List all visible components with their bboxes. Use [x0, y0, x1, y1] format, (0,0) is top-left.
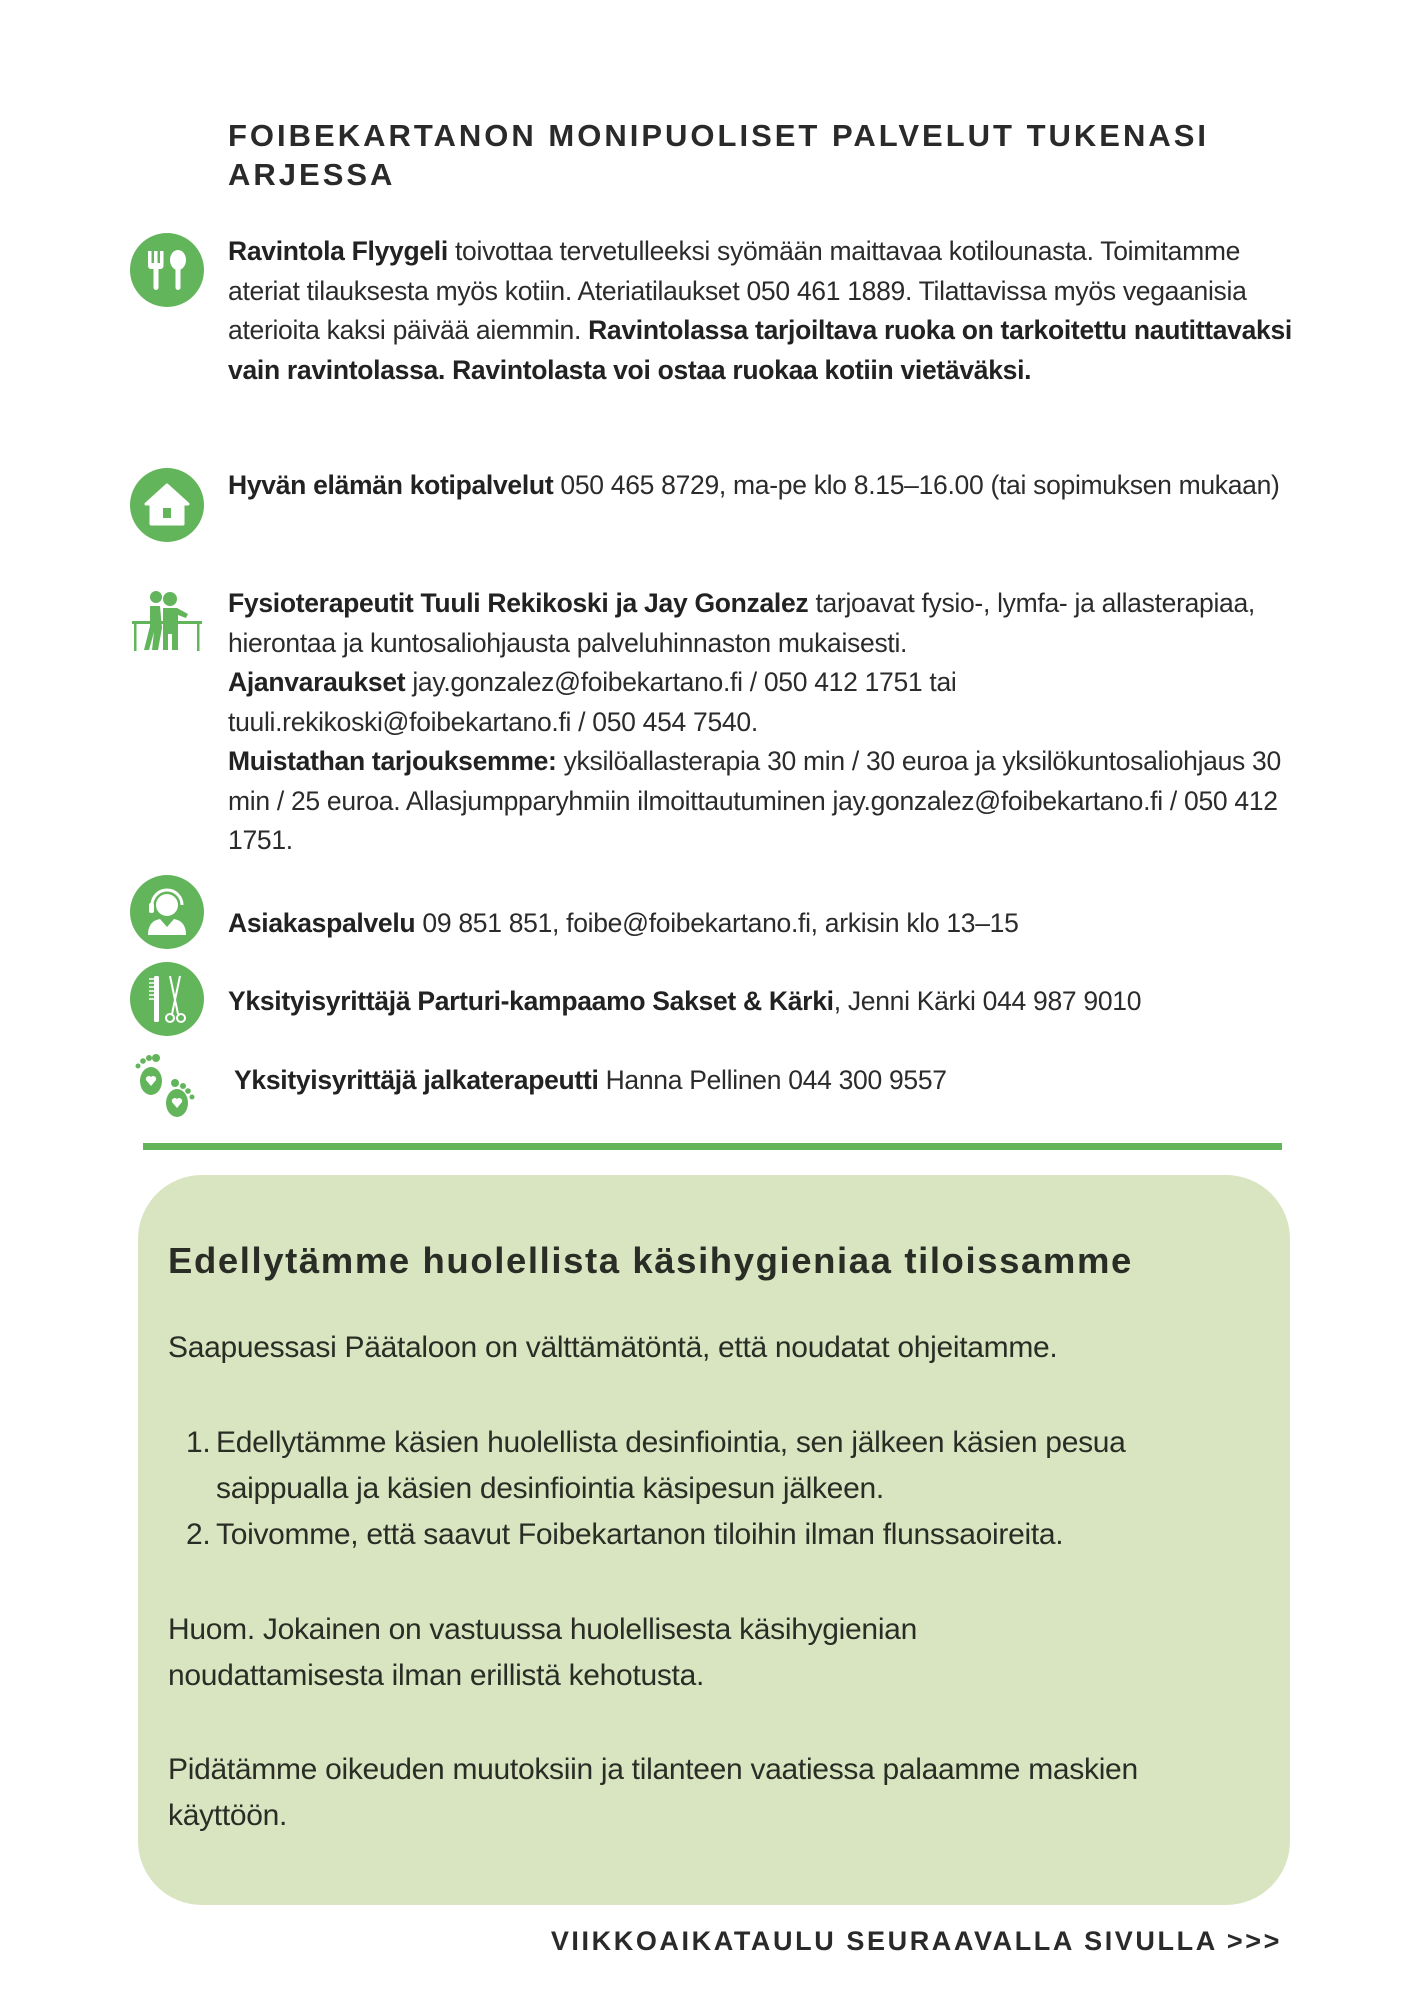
- hygiene-rules-list: [186, 1420, 1246, 1558]
- service-physiotherapy: Fysioterapeutit Tuuli Rekikoski ja Jay Gonzalez tarjoavat fysio-, lymfa- ja allasterapiaa, hierontaa ja kuntosaliohjausta palveluhinnaston mukaisesti. Ajanvaraukset jay.gonzalez@foibekartano.fi / 050 412 1751 tai tuuli.rekikoski@foibekartano.fi / 050 454 7540. Muistathan tarjouksemme: yksilöallasterapia 30 min / 30 euroa ja yksilökuntosaliohjaus 30 min / 25 euroa. Allasjumpparyhmiin ilmoittautuminen jay.gonzalez@foibekartano.fi / 050 412 1751.: [228, 588, 1281, 855]
- hygiene-title: Edellytämme huolellista käsihygieniaa tiloissamme: [168, 1240, 1133, 1281]
- section-divider: [143, 1143, 1282, 1150]
- hygiene-notice-box: [138, 1175, 1290, 1905]
- physiotherapy-icon: [130, 588, 206, 654]
- comb-scissors-icon: [130, 962, 204, 1036]
- customer-service-headset-icon: [130, 875, 204, 949]
- footprints-icon: [133, 1053, 199, 1123]
- hygiene-rule: 2. Toivomme, että saavut Foibekartanon tiloihin ilman flunssaoireita.: [186, 1518, 1064, 1551]
- service-restaurant: Ravintola Flyygeli toivottaa tervetulleeksi syömään maittavaa kotilounasta. Toimitamme ateriat tilauksesta myös kotiin. Ateriatilaukset 050 461 1889. Tilattavissa myös vegaanisia aterioita kaksi päivää aiemmin. Ravintolassa tarjoiltava ruoka on tarkoitettu nautittavaksi vain ravintolassa. Ravintolasta voi ostaa ruokaa kotiin vietäväksi.: [228, 236, 1292, 385]
- page-title: FOIBEKARTANON MONIPUOLISET PALVELUT TUKENASI ARJESSA: [228, 118, 1210, 192]
- fork-spoon-icon: [130, 233, 204, 307]
- hygiene-rule: 1. Edellytämme käsien huolellista desinfiointia, sen jälkeen käsien pesua saippualla ja käsien desinfiointia käsipesun jälkeen.: [186, 1426, 1126, 1505]
- hygiene-intro: Saapuessasi Päätaloon on välttämätöntä, että noudatat ohjeitamme.: [168, 1331, 1058, 1364]
- service-customer-service: Asiakaspalvelu 09 851 851, foibe@foibekartano.fi, arkisin klo 13–15: [228, 908, 1019, 938]
- hygiene-note: Huom. Jokainen on vastuussa huolellisesta käsihygienian noudattamisesta ilman erillistä kehotusta.: [168, 1613, 917, 1692]
- service-home-care: Hyvän elämän kotipalvelut 050 465 8729, ma-pe klo 8.15–16.00 (tai sopimuksen mukaan): [228, 470, 1280, 500]
- service-barber: Yksityisyrittäjä Parturi-kampaamo Sakset & Kärki, Jenni Kärki 044 987 9010: [228, 986, 1142, 1016]
- hygiene-closing: Pidätämme oikeuden muutoksiin ja tilanteen vaatiessa palaamme maskien käyttöön.: [168, 1753, 1138, 1832]
- next-page-link[interactable]: VIIKKOAIKATAULU SEURAAVALLA SIVULLA >>>: [550, 1926, 1282, 1956]
- service-podiatrist: Yksityisyrittäjä jalkaterapeutti Hanna Pellinen 044 300 9557: [234, 1065, 947, 1095]
- house-icon: [130, 468, 204, 542]
